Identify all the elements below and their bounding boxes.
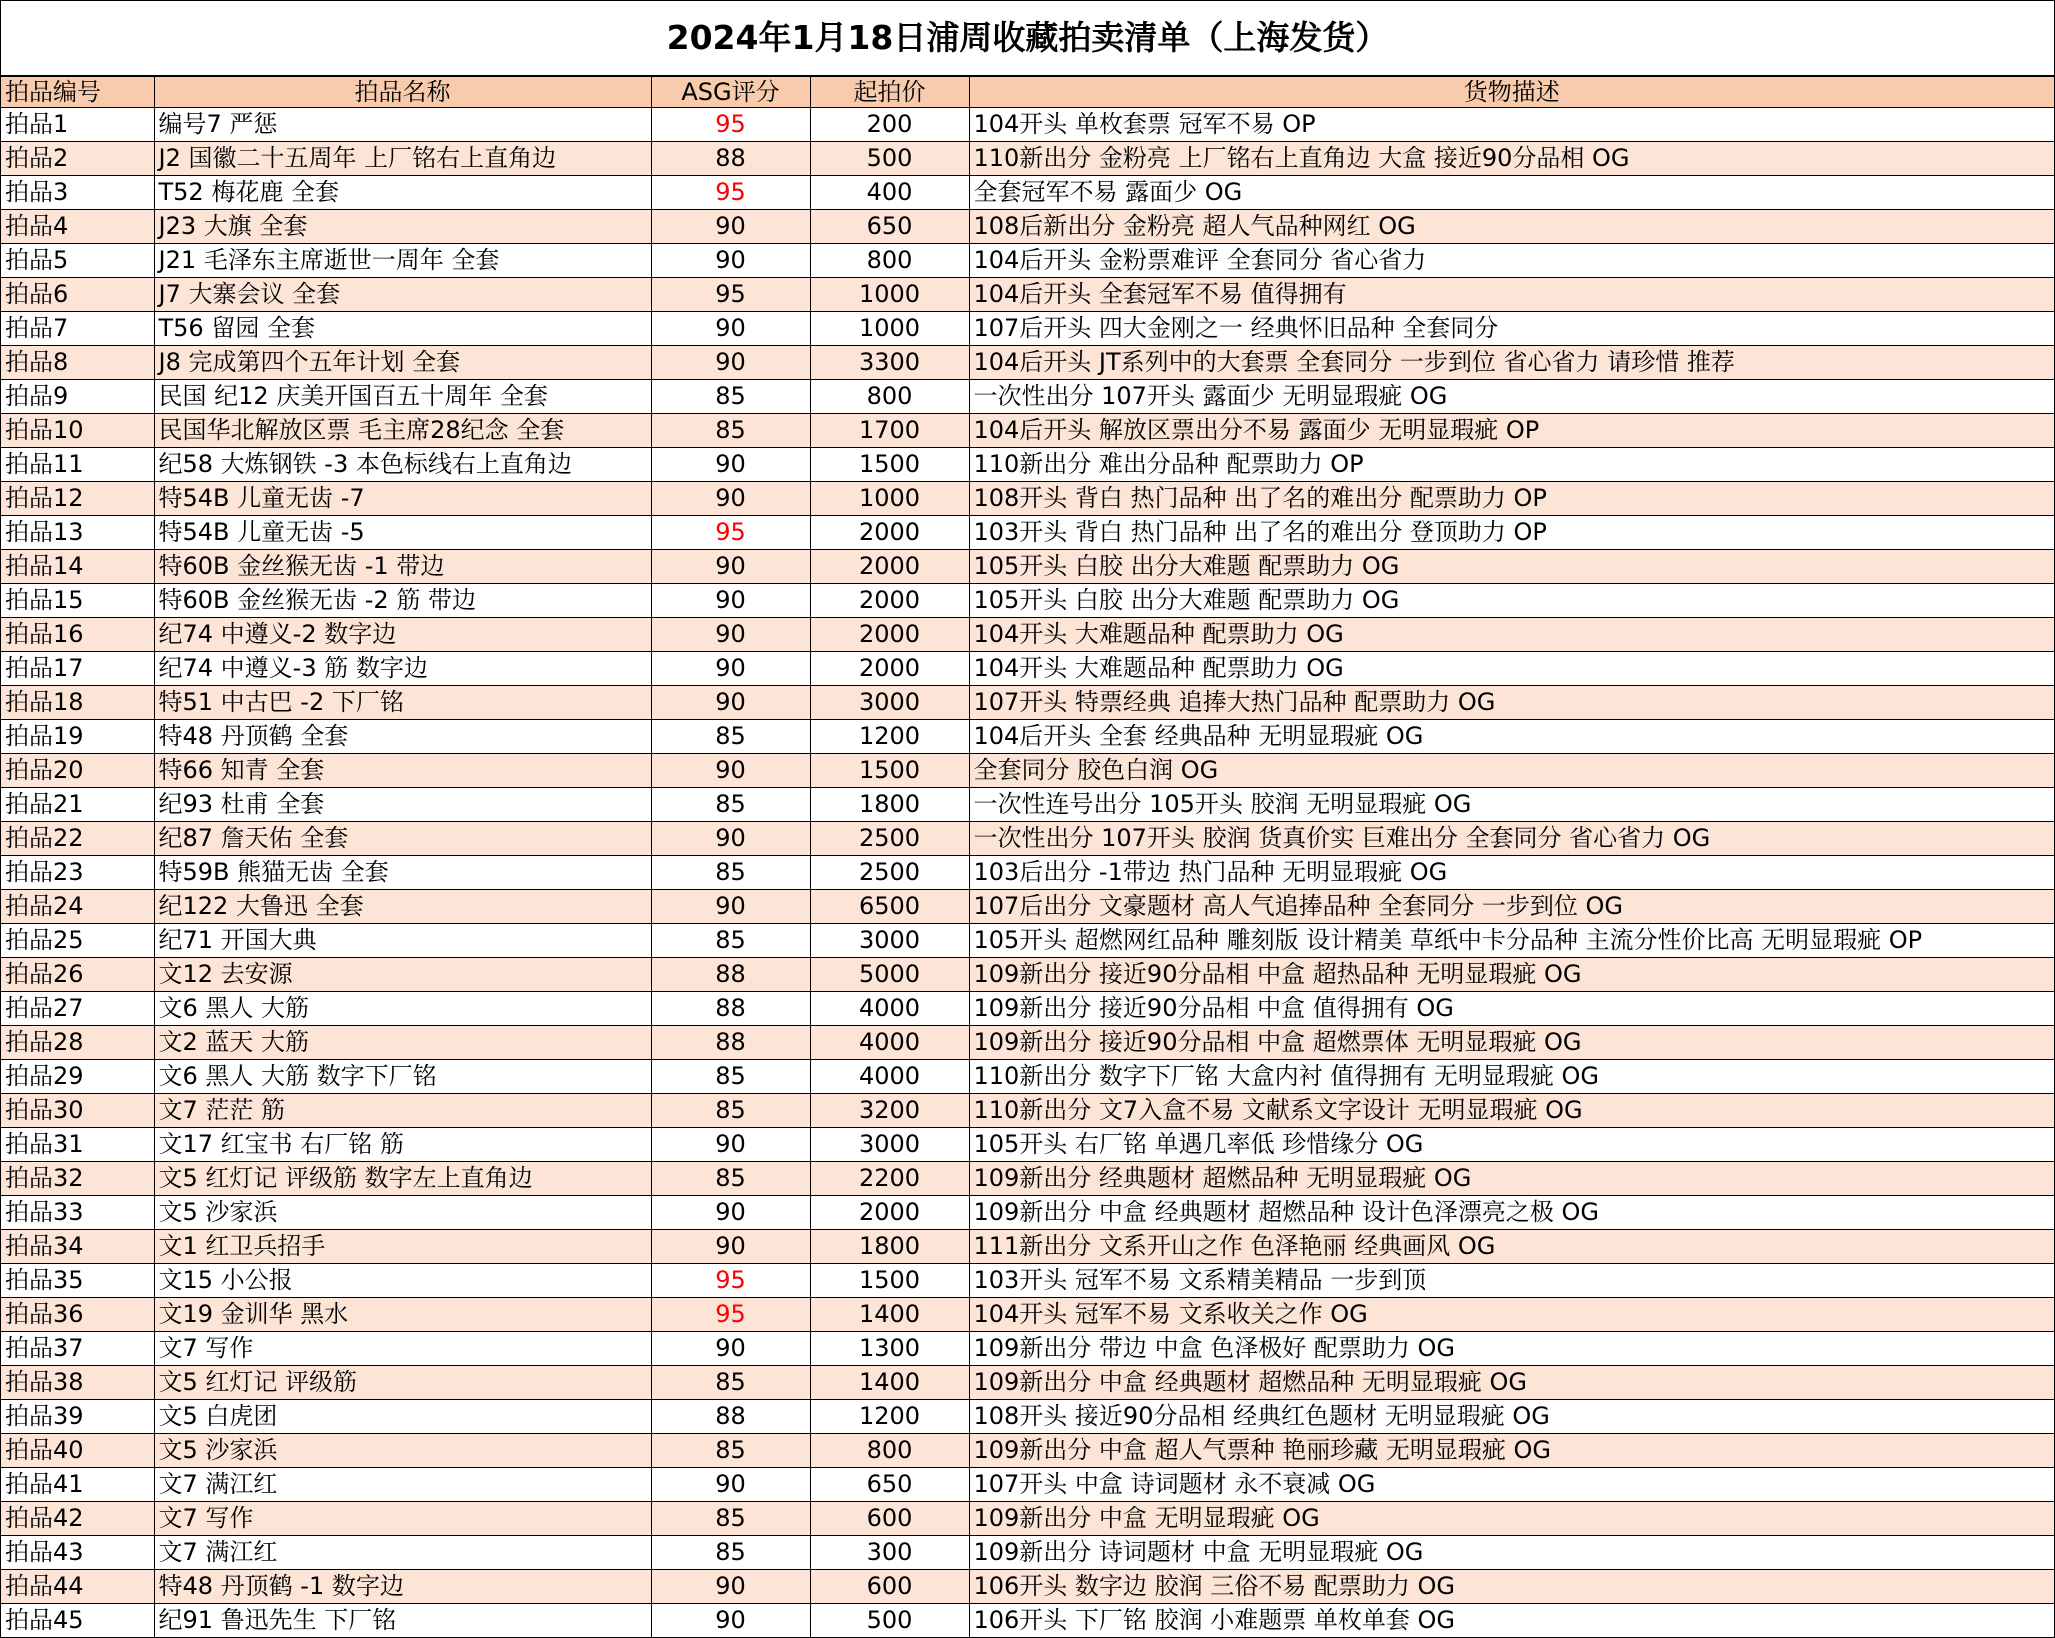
asg-score-cell: 90 <box>651 686 810 720</box>
lot-name-cell: 文5 沙家浜 <box>154 1196 651 1230</box>
lot-number-cell: 拍品40 <box>1 1434 154 1468</box>
description-cell: 104开头 单枚套票 冠军不易 OP <box>969 108 2054 142</box>
table-row <box>1 958 2054 992</box>
lot-name-cell: 文6 黑人 大筋 <box>154 992 651 1026</box>
table-body <box>1 108 2054 1638</box>
lot-name-cell: 特59B 熊猫无齿 全套 <box>154 856 651 890</box>
start-price-cell: 2500 <box>810 856 969 890</box>
lot-number-cell: 拍品43 <box>1 1536 154 1570</box>
table-row <box>1 992 2054 1026</box>
start-price-cell: 1000 <box>810 312 969 346</box>
lot-name-cell: 特60B 金丝猴无齿 -1 带边 <box>154 550 651 584</box>
lot-name-cell: 民国 纪12 庆美开国百五十周年 全套 <box>154 380 651 414</box>
table-row <box>1 754 2054 788</box>
lot-name-cell: 纪87 詹天佑 全套 <box>154 822 651 856</box>
start-price-cell: 650 <box>810 210 969 244</box>
description-cell: 104后开头 解放区票出分不易 露面少 无明显瑕疵 OP <box>969 414 2054 448</box>
lot-number-cell: 拍品1 <box>1 108 154 142</box>
start-price-cell: 400 <box>810 176 969 210</box>
description-cell: 103开头 冠军不易 文系精美精品 一步到顶 <box>969 1264 2054 1298</box>
start-price-cell: 2000 <box>810 550 969 584</box>
table-row <box>1 720 2054 754</box>
lot-name-cell: 文17 红宝书 右厂铭 筋 <box>154 1128 651 1162</box>
start-price-cell: 2000 <box>810 652 969 686</box>
start-price-cell: 1400 <box>810 1366 969 1400</box>
lot-number-cell: 拍品18 <box>1 686 154 720</box>
asg-score-cell: 90 <box>651 754 810 788</box>
table-row <box>1 1332 2054 1366</box>
lot-number-cell: 拍品12 <box>1 482 154 516</box>
lot-number-cell: 拍品5 <box>1 244 154 278</box>
lot-number-cell: 拍品31 <box>1 1128 154 1162</box>
lot-number-cell: 拍品30 <box>1 1094 154 1128</box>
lot-number-cell: 拍品37 <box>1 1332 154 1366</box>
lot-name-cell: 文12 去安源 <box>154 958 651 992</box>
start-price-cell: 600 <box>810 1502 969 1536</box>
lot-name-cell: J2 国徽二十五周年 上厂铭右上直角边 <box>154 142 651 176</box>
description-cell: 107后开头 四大金刚之一 经典怀旧品种 全套同分 <box>969 312 2054 346</box>
lot-name-cell: 文7 茫茫 筋 <box>154 1094 651 1128</box>
asg-score-cell: 88 <box>651 958 810 992</box>
table-row <box>1 1128 2054 1162</box>
start-price-cell: 2000 <box>810 1196 969 1230</box>
table-row <box>1 1060 2054 1094</box>
lot-number-cell: 拍品44 <box>1 1570 154 1604</box>
asg-score-cell: 85 <box>651 1162 810 1196</box>
asg-score-cell: 85 <box>651 1536 810 1570</box>
table-row <box>1 1162 2054 1196</box>
lot-number-cell: 拍品15 <box>1 584 154 618</box>
asg-score-cell: 88 <box>651 1026 810 1060</box>
lot-name-cell: J8 完成第四个五年计划 全套 <box>154 346 651 380</box>
asg-score-cell: 90 <box>651 1128 810 1162</box>
lot-name-cell: 纪122 大鲁迅 全套 <box>154 890 651 924</box>
asg-score-cell: 85 <box>651 1366 810 1400</box>
lot-name-cell: 纪74 中遵义-3 筋 数字边 <box>154 652 651 686</box>
description-cell: 全套冠军不易 露面少 OG <box>969 176 2054 210</box>
start-price-cell: 3200 <box>810 1094 969 1128</box>
asg-score-cell: 85 <box>651 1094 810 1128</box>
description-cell: 109新出分 中盒 经典题材 超燃品种 无明显瑕疵 OG <box>969 1366 2054 1400</box>
start-price-cell: 1500 <box>810 1264 969 1298</box>
lot-number-cell: 拍品23 <box>1 856 154 890</box>
lot-number-cell: 拍品16 <box>1 618 154 652</box>
lot-number-cell: 拍品22 <box>1 822 154 856</box>
lot-name-cell: 特66 知青 全套 <box>154 754 651 788</box>
table-row <box>1 108 2054 142</box>
asg-score-cell: 85 <box>651 1502 810 1536</box>
asg-score-cell: 85 <box>651 380 810 414</box>
lot-number-cell: 拍品13 <box>1 516 154 550</box>
description-cell: 110新出分 数字下厂铭 大盒内衬 值得拥有 无明显瑕疵 OG <box>969 1060 2054 1094</box>
start-price-cell: 300 <box>810 1536 969 1570</box>
asg-score-cell: 95 <box>651 516 810 550</box>
table-row <box>1 788 2054 822</box>
start-price-cell: 3300 <box>810 346 969 380</box>
table-row <box>1 1230 2054 1264</box>
asg-score-cell: 90 <box>651 618 810 652</box>
table-row <box>1 482 2054 516</box>
start-price-cell: 1400 <box>810 1298 969 1332</box>
description-cell: 全套同分 胶色白润 OG <box>969 754 2054 788</box>
asg-score-cell: 90 <box>651 1332 810 1366</box>
asg-score-cell: 85 <box>651 414 810 448</box>
asg-score-cell: 95 <box>651 1298 810 1332</box>
start-price-cell: 2500 <box>810 822 969 856</box>
description-cell: 103开头 背白 热门品种 出了名的难出分 登顶助力 OP <box>969 516 2054 550</box>
start-price-cell: 1200 <box>810 1400 969 1434</box>
lot-name-cell: 特51 中古巴 -2 下厂铭 <box>154 686 651 720</box>
lot-number-cell: 拍品42 <box>1 1502 154 1536</box>
lot-number-cell: 拍品32 <box>1 1162 154 1196</box>
lot-name-cell: 文19 金训华 黑水 <box>154 1298 651 1332</box>
lot-name-cell: 编号7 严惩 <box>154 108 651 142</box>
lot-number-cell: 拍品28 <box>1 1026 154 1060</box>
start-price-cell: 500 <box>810 1604 969 1638</box>
table-row <box>1 414 2054 448</box>
table-row <box>1 550 2054 584</box>
lot-name-cell: 文15 小公报 <box>154 1264 651 1298</box>
lot-name-cell: 文7 满江红 <box>154 1468 651 1502</box>
description-cell: 106开头 数字边 胶润 三俗不易 配票助力 OG <box>969 1570 2054 1604</box>
start-price-cell: 4000 <box>810 992 969 1026</box>
table-row <box>1 346 2054 380</box>
description-cell: 107开头 中盒 诗词题材 永不衰减 OG <box>969 1468 2054 1502</box>
table-row <box>1 380 2054 414</box>
table-row <box>1 1400 2054 1434</box>
start-price-cell: 650 <box>810 1468 969 1502</box>
table-row <box>1 1570 2054 1604</box>
lot-name-cell: 文5 红灯记 评级筋 数字左上直角边 <box>154 1162 651 1196</box>
lot-number-cell: 拍品3 <box>1 176 154 210</box>
description-cell: 109新出分 中盒 无明显瑕疵 OG <box>969 1502 2054 1536</box>
lot-name-cell: 纪91 鲁迅先生 下厂铭 <box>154 1604 651 1638</box>
start-price-cell: 6500 <box>810 890 969 924</box>
asg-score-cell: 90 <box>651 1196 810 1230</box>
start-price-cell: 5000 <box>810 958 969 992</box>
table-row <box>1 1264 2054 1298</box>
lot-name-cell: J21 毛泽东主席逝世一周年 全套 <box>154 244 651 278</box>
start-price-cell: 800 <box>810 244 969 278</box>
lot-number-cell: 拍品35 <box>1 1264 154 1298</box>
table-row <box>1 890 2054 924</box>
description-cell: 109新出分 经典题材 超燃品种 无明显瑕疵 OG <box>969 1162 2054 1196</box>
table-row <box>1 584 2054 618</box>
table-row <box>1 1604 2054 1638</box>
description-cell: 一次性出分 107开头 露面少 无明显瑕疵 OG <box>969 380 2054 414</box>
start-price-cell: 1300 <box>810 1332 969 1366</box>
description-cell: 108开头 接近90分品相 经典红色题材 无明显瑕疵 OG <box>969 1400 2054 1434</box>
lot-name-cell: 特60B 金丝猴无齿 -2 筋 带边 <box>154 584 651 618</box>
table-row <box>1 686 2054 720</box>
lot-number-cell: 拍品4 <box>1 210 154 244</box>
table-row <box>1 176 2054 210</box>
header-description: 货物描述 <box>969 77 2054 108</box>
asg-score-cell: 90 <box>651 1570 810 1604</box>
header-lot-name: 拍品名称 <box>154 77 651 108</box>
start-price-cell: 2200 <box>810 1162 969 1196</box>
start-price-cell: 1500 <box>810 754 969 788</box>
lot-name-cell: T52 梅花鹿 全套 <box>154 176 651 210</box>
header-asg-score: ASG评分 <box>651 77 810 108</box>
table-row <box>1 924 2054 958</box>
lot-number-cell: 拍品36 <box>1 1298 154 1332</box>
description-cell: 110新出分 金粉亮 上厂铭右上直角边 大盒 接近90分品相 OG <box>969 142 2054 176</box>
asg-score-cell: 95 <box>651 278 810 312</box>
table-row <box>1 1196 2054 1230</box>
start-price-cell: 3000 <box>810 1128 969 1162</box>
lot-name-cell: 文7 写作 <box>154 1332 651 1366</box>
table-row <box>1 516 2054 550</box>
lot-name-cell: 纪58 大炼钢铁 -3 本色标线右上直角边 <box>154 448 651 482</box>
lot-number-cell: 拍品9 <box>1 380 154 414</box>
start-price-cell: 1800 <box>810 788 969 822</box>
header-lot-number: 拍品编号 <box>1 77 154 108</box>
lot-name-cell: 纪74 中遵义-2 数字边 <box>154 618 651 652</box>
lot-number-cell: 拍品21 <box>1 788 154 822</box>
lot-number-cell: 拍品29 <box>1 1060 154 1094</box>
start-price-cell: 800 <box>810 380 969 414</box>
lot-number-cell: 拍品24 <box>1 890 154 924</box>
asg-score-cell: 85 <box>651 856 810 890</box>
description-cell: 105开头 超燃网红品种 雕刻版 设计精美 草纸中卡分品种 主流分性价比高 无明显瑕疵 OP <box>969 924 2054 958</box>
asg-score-cell: 90 <box>651 312 810 346</box>
lot-name-cell: 特48 丹顶鹤 -1 数字边 <box>154 1570 651 1604</box>
description-cell: 110新出分 难出分品种 配票助力 OP <box>969 448 2054 482</box>
lot-name-cell: 纪71 开国大典 <box>154 924 651 958</box>
asg-score-cell: 90 <box>651 346 810 380</box>
description-cell: 104后开头 JT系列中的大套票 全套同分 一步到位 省心省力 请珍惜 推荐 <box>969 346 2054 380</box>
description-cell: 108开头 背白 热门品种 出了名的难出分 配票助力 OP <box>969 482 2054 516</box>
lot-number-cell: 拍品38 <box>1 1366 154 1400</box>
asg-score-cell: 90 <box>651 244 810 278</box>
description-cell: 109新出分 接近90分品相 中盒 超燃票体 无明显瑕疵 OG <box>969 1026 2054 1060</box>
description-cell: 104后开头 金粉票难评 全套同分 省心省力 <box>969 244 2054 278</box>
lot-number-cell: 拍品19 <box>1 720 154 754</box>
asg-score-cell: 90 <box>651 210 810 244</box>
sheet-title: 2024年1月18日浦周收藏拍卖清单（上海发货） <box>1 1 2054 76</box>
table-row <box>1 312 2054 346</box>
lot-name-cell: 文1 红卫兵招手 <box>154 1230 651 1264</box>
start-price-cell: 3000 <box>810 686 969 720</box>
table-row <box>1 1366 2054 1400</box>
lot-number-cell: 拍品25 <box>1 924 154 958</box>
lot-name-cell: 民国华北解放区票 毛主席28纪念 全套 <box>154 414 651 448</box>
start-price-cell: 1500 <box>810 448 969 482</box>
lot-name-cell: 特48 丹顶鹤 全套 <box>154 720 651 754</box>
table-row <box>1 618 2054 652</box>
asg-score-cell: 90 <box>651 584 810 618</box>
description-cell: 一次性出分 107开头 胶润 货真价实 巨难出分 全套同分 省心省力 OG <box>969 822 2054 856</box>
lot-name-cell: 文5 红灯记 评级筋 <box>154 1366 651 1400</box>
start-price-cell: 4000 <box>810 1026 969 1060</box>
description-cell: 109新出分 中盒 超人气票种 艳丽珍藏 无明显瑕疵 OG <box>969 1434 2054 1468</box>
lot-number-cell: 拍品27 <box>1 992 154 1026</box>
lot-name-cell: 特54B 儿童无齿 -7 <box>154 482 651 516</box>
description-cell: 111新出分 文系开山之作 色泽艳丽 经典画风 OG <box>969 1230 2054 1264</box>
asg-score-cell: 90 <box>651 482 810 516</box>
description-cell: 107开头 特票经典 追捧大热门品种 配票助力 OG <box>969 686 2054 720</box>
description-cell: 104后开头 全套 经典品种 无明显瑕疵 OG <box>969 720 2054 754</box>
lot-name-cell: 文7 写作 <box>154 1502 651 1536</box>
table-row <box>1 1094 2054 1128</box>
start-price-cell: 3000 <box>810 924 969 958</box>
table-row <box>1 1536 2054 1570</box>
lot-number-cell: 拍品39 <box>1 1400 154 1434</box>
table-row <box>1 142 2054 176</box>
lot-name-cell: T56 留园 全套 <box>154 312 651 346</box>
start-price-cell: 1000 <box>810 482 969 516</box>
table-row <box>1 1502 2054 1536</box>
lot-number-cell: 拍品11 <box>1 448 154 482</box>
start-price-cell: 1700 <box>810 414 969 448</box>
lot-name-cell: 文5 沙家浜 <box>154 1434 651 1468</box>
start-price-cell: 500 <box>810 142 969 176</box>
asg-score-cell: 85 <box>651 720 810 754</box>
table-row <box>1 652 2054 686</box>
table-row <box>1 244 2054 278</box>
description-cell: 104开头 大难题品种 配票助力 OG <box>969 652 2054 686</box>
asg-score-cell: 85 <box>651 1060 810 1094</box>
start-price-cell: 2000 <box>810 618 969 652</box>
description-cell: 108后新出分 金粉亮 超人气品种网红 OG <box>969 210 2054 244</box>
description-cell: 105开头 白胶 出分大难题 配票助力 OG <box>969 550 2054 584</box>
start-price-cell: 1200 <box>810 720 969 754</box>
lot-number-cell: 拍品7 <box>1 312 154 346</box>
table-row <box>1 856 2054 890</box>
asg-score-cell: 90 <box>651 1230 810 1264</box>
lot-name-cell: 文7 满江红 <box>154 1536 651 1570</box>
lot-number-cell: 拍品6 <box>1 278 154 312</box>
description-cell: 105开头 白胶 出分大难题 配票助力 OG <box>969 584 2054 618</box>
description-cell: 109新出分 接近90分品相 中盒 值得拥有 OG <box>969 992 2054 1026</box>
asg-score-cell: 90 <box>651 822 810 856</box>
asg-score-cell: 90 <box>651 890 810 924</box>
asg-score-cell: 88 <box>651 992 810 1026</box>
start-price-cell: 2000 <box>810 584 969 618</box>
asg-score-cell: 95 <box>651 176 810 210</box>
lot-number-cell: 拍品20 <box>1 754 154 788</box>
lot-name-cell: 文2 蓝天 大筋 <box>154 1026 651 1060</box>
start-price-cell: 4000 <box>810 1060 969 1094</box>
description-cell: 104后开头 全套冠军不易 值得拥有 <box>969 278 2054 312</box>
table-row <box>1 1026 2054 1060</box>
start-price-cell: 1800 <box>810 1230 969 1264</box>
description-cell: 109新出分 带边 中盒 色泽极好 配票助力 OG <box>969 1332 2054 1366</box>
lot-number-cell: 拍品14 <box>1 550 154 584</box>
description-cell: 109新出分 接近90分品相 中盒 超热品种 无明显瑕疵 OG <box>969 958 2054 992</box>
lot-name-cell: J7 大寨会议 全套 <box>154 278 651 312</box>
description-cell: 一次性连号出分 105开头 胶润 无明显瑕疵 OG <box>969 788 2054 822</box>
start-price-cell: 1000 <box>810 278 969 312</box>
lot-number-cell: 拍品33 <box>1 1196 154 1230</box>
table-row <box>1 1434 2054 1468</box>
description-cell: 105开头 右厂铭 单遇几率低 珍惜缘分 OG <box>969 1128 2054 1162</box>
lot-name-cell: 文6 黑人 大筋 数字下厂铭 <box>154 1060 651 1094</box>
lot-number-cell: 拍品45 <box>1 1604 154 1638</box>
table-row <box>1 1298 2054 1332</box>
asg-score-cell: 88 <box>651 1400 810 1434</box>
lot-number-cell: 拍品2 <box>1 142 154 176</box>
lot-number-cell: 拍品26 <box>1 958 154 992</box>
table-row <box>1 448 2054 482</box>
asg-score-cell: 90 <box>651 448 810 482</box>
description-cell: 104开头 冠军不易 文系收关之作 OG <box>969 1298 2054 1332</box>
table-row <box>1 822 2054 856</box>
asg-score-cell: 90 <box>651 1604 810 1638</box>
asg-score-cell: 85 <box>651 1434 810 1468</box>
description-cell: 107后出分 文豪题材 高人气追捧品种 全套同分 一步到位 OG <box>969 890 2054 924</box>
start-price-cell: 800 <box>810 1434 969 1468</box>
description-cell: 104开头 大难题品种 配票助力 OG <box>969 618 2054 652</box>
asg-score-cell: 85 <box>651 788 810 822</box>
description-cell: 109新出分 诗词题材 中盒 无明显瑕疵 OG <box>969 1536 2054 1570</box>
header-row <box>1 77 2054 108</box>
lot-number-cell: 拍品34 <box>1 1230 154 1264</box>
start-price-cell: 200 <box>810 108 969 142</box>
asg-score-cell: 85 <box>651 924 810 958</box>
asg-score-cell: 95 <box>651 108 810 142</box>
asg-score-cell: 90 <box>651 1468 810 1502</box>
lot-number-cell: 拍品10 <box>1 414 154 448</box>
description-cell: 106开头 下厂铭 胶润 小难题票 单枚单套 OG <box>969 1604 2054 1638</box>
header-start-price: 起拍价 <box>810 77 969 108</box>
lot-name-cell: 文5 白虎团 <box>154 1400 651 1434</box>
asg-score-cell: 90 <box>651 550 810 584</box>
asg-score-cell: 95 <box>651 1264 810 1298</box>
start-price-cell: 600 <box>810 1570 969 1604</box>
lot-number-cell: 拍品17 <box>1 652 154 686</box>
table-row <box>1 1468 2054 1502</box>
description-cell: 103后出分 -1带边 热门品种 无明显瑕疵 OG <box>969 856 2054 890</box>
description-cell: 110新出分 文7入盒不易 文献系文字设计 无明显瑕疵 OG <box>969 1094 2054 1128</box>
lot-name-cell: 纪93 杜甫 全套 <box>154 788 651 822</box>
lot-name-cell: 特54B 儿童无齿 -5 <box>154 516 651 550</box>
asg-score-cell: 90 <box>651 652 810 686</box>
table-row <box>1 210 2054 244</box>
lot-name-cell: J23 大旗 全套 <box>154 210 651 244</box>
description-cell: 109新出分 中盒 经典题材 超燃品种 设计色泽漂亮之极 OG <box>969 1196 2054 1230</box>
lot-number-cell: 拍品41 <box>1 1468 154 1502</box>
asg-score-cell: 88 <box>651 142 810 176</box>
auction-table <box>1 76 2054 1637</box>
lot-number-cell: 拍品8 <box>1 346 154 380</box>
table-row <box>1 278 2054 312</box>
start-price-cell: 2000 <box>810 516 969 550</box>
